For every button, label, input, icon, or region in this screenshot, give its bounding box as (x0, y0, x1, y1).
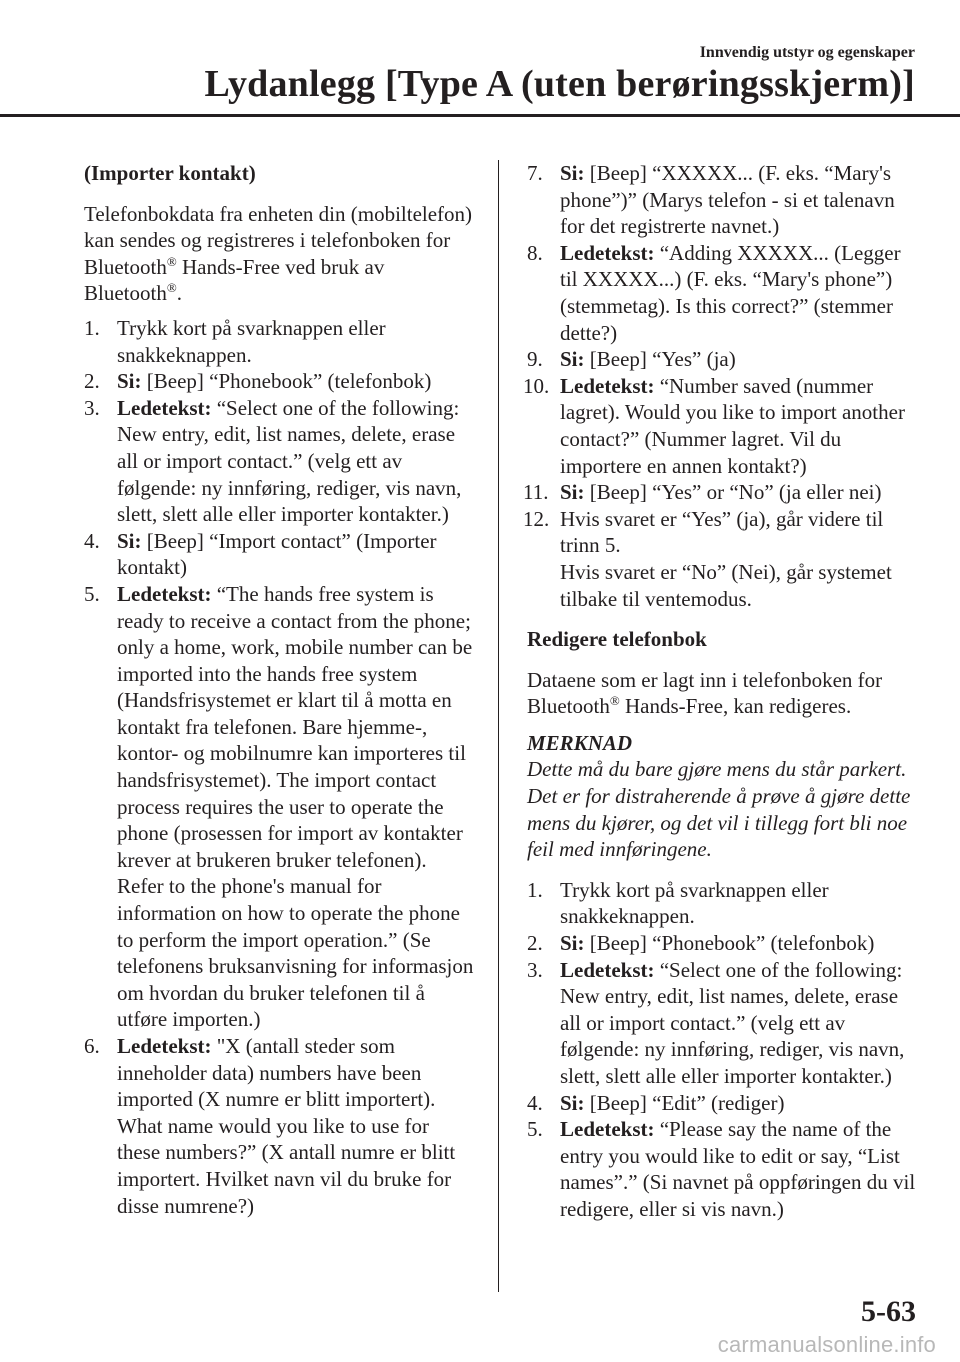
step-text: [Beep] “Import contact” (Importer kontakt) (117, 528, 437, 580)
step-label: Ledetekst: (560, 373, 655, 398)
step-text: “Please say the name of the entry you would like to edit or say, “List names”.” (Si navnet på oppføringen du vil redigere, eller si vis navn.) (560, 1117, 916, 1221)
step-number: 8. (527, 240, 543, 265)
list-item (523, 506, 922, 612)
watermark: carmanualsonline.info (717, 1332, 936, 1357)
registered-mark: ® (166, 253, 177, 269)
step-number: 1. (527, 877, 543, 902)
list-item (84, 581, 476, 1033)
step-label: Si: (117, 369, 142, 394)
step-label: Si: (560, 1090, 585, 1115)
step-number: 12. (523, 506, 550, 531)
list-item (527, 1116, 922, 1222)
list-item (527, 240, 922, 346)
step-number: 3. (84, 395, 100, 420)
list-item (527, 1090, 922, 1117)
list-item (84, 368, 476, 395)
step-label: Si: (560, 480, 585, 505)
step-number: 4. (84, 528, 100, 553)
step-text: Trykk kort på svarknappen eller snakkeknappen. (117, 315, 386, 367)
column-divider (498, 160, 499, 1292)
step-text: [Beep] “XXXXX... (F. eks. “Mary's phone”)” (Marys telefon - si et talenavn for det registrerte navnet.) (560, 161, 895, 239)
step-number: 9. (527, 347, 543, 372)
step-label: Si: (560, 161, 585, 185)
list-item (527, 957, 922, 1090)
step-number: 5. (84, 581, 100, 606)
note-text: Dette må du bare gjøre mens du står parkert. Det er for distraherende å prøve å gjøre dette mens du kjører, og det vil i tillegg fort bli noe feil med innføringene. (527, 757, 911, 862)
step-label: Ledetekst: (117, 1034, 212, 1058)
step-number: 6. (84, 1034, 100, 1058)
step-label: Si: (560, 347, 585, 372)
step-number: 2. (84, 369, 100, 394)
list-item (84, 395, 476, 528)
edit-intro-text-2: Hands-Free, kan redigeres. (619, 694, 852, 719)
step-text: [Beep] “Phonebook” (telefonbok) (141, 369, 432, 394)
step-text: “Select one of the following: New entry, edit, list names, delete, erase all or import contact.” (velg ett av følgende: ny innføring, rediger, vis navn, slett, slett alle eller importer kontakter.) (560, 957, 905, 1088)
step-label: Ledetekst: (117, 395, 212, 420)
step-number: 3. (527, 957, 543, 982)
list-item (523, 479, 922, 506)
step-text: [Beep] “Edit” (rediger) (584, 1090, 785, 1115)
right-column (523, 160, 922, 1223)
list-item (527, 160, 922, 240)
step-number: 7. (527, 161, 543, 185)
list-item (523, 373, 922, 479)
registered-mark: ® (609, 693, 620, 709)
intro-text-1: Telefonbokdata fra enheten din (mobiltelefon) kan sendes og registreres i telefonboken for Bluetooth (84, 201, 473, 279)
step-text: “Select one of the following: New entry, edit, list names, delete, erase all or import contact.” (velg ett av følgende: ny innføring, rediger, vis navn, slett, slett alle eller importer kontakter.) (117, 395, 462, 527)
intro-paragraph (84, 201, 476, 307)
step-label: Ledetekst: (117, 581, 212, 606)
step-text: “Adding XXXXX... (Legger til XXXXX...) (F. eks. “Mary's phone”) (stemmetag). Is this correct?” (stemmer dette?) (560, 240, 901, 345)
import-steps-list (84, 315, 476, 1219)
intro-text-3: . (176, 281, 182, 306)
step-text: [Beep] “Yes” (ja) (584, 347, 736, 372)
edit-steps-list (527, 877, 922, 1223)
step-number: 1. (84, 315, 100, 340)
step-number: 4. (527, 1090, 543, 1115)
registered-mark: ® (166, 280, 177, 296)
left-column (84, 160, 476, 1219)
step-label: Si: (560, 931, 585, 956)
intro-text-2: Hands-Free ved bruk av Bluetooth (84, 254, 385, 306)
step-number: 2. (527, 931, 543, 956)
note-title: MERKNAD (527, 730, 633, 755)
step-text: Trykk kort på svarknappen eller snakkeknappen. (560, 877, 829, 929)
header-rule (0, 114, 960, 117)
step-number: 10. (523, 373, 550, 398)
step-label: Si: (117, 528, 142, 553)
step-text: “The hands free system is ready to receive a contact from the phone; only a home, work, mobile number can be imported into the hands free system (Handsfrisystemet er klart til å motta en kontakt fra telefonen. Bare hjemme-, kontor- og mobilnumre kan importeres til handsfrisystemet). The import contact process requires the user to operate the phone (prosessen for import av kontakter krever at brukeren bruker telefonen). Refer to the phone's manual for information on how to operate the phone to perform the import operation.” (Se telefonens bruksanvisning for informasjon om hvordan du bruker telefonen til å utføre importen.) (117, 581, 474, 1032)
step-text: “Number saved (nummer lagret). Would you like to import another contact?” (Nummer lagret. Vil du importere en annen kontakt?) (560, 373, 905, 478)
step-number: 11. (523, 480, 549, 505)
step-text: Hvis svaret er “No” (Nei), går systemet tilbake til ventemodus. (560, 559, 892, 611)
list-item (527, 346, 922, 373)
list-item (84, 1033, 476, 1219)
page-number: 5-63 (861, 1295, 916, 1328)
edit-intro-paragraph (527, 667, 922, 720)
list-item (84, 315, 476, 368)
section-heading-edit-phonebook: Redigere telefonbok (527, 627, 707, 652)
section-heading-import-contact: (Importer kontakt) (84, 161, 256, 185)
import-steps-continued-list (523, 160, 922, 612)
step-text: [Beep] “Yes” or “No” (ja eller nei) (584, 480, 882, 505)
step-label: Ledetekst: (560, 240, 655, 265)
edit-intro-text-1: Dataene som er lagt inn i telefonboken for Bluetooth (527, 667, 883, 719)
page-title: Lydanlegg [Type A (uten berøringsskjerm)] (204, 63, 915, 105)
list-item (527, 930, 922, 957)
step-number: 5. (527, 1117, 543, 1142)
step-label: Ledetekst: (560, 957, 655, 982)
list-item (84, 528, 476, 581)
list-item (527, 877, 922, 930)
step-text: Hvis svaret er “Yes” (ja), går videre til trinn 5. (560, 506, 884, 558)
step-text: "X (antall steder som inneholder data) numbers have been imported (X numre er blitt importert). What name would you like to use for these numbers?” (X antall numre er blitt importert. Hvilket navn vil du bruke for disse numrene?) (117, 1034, 456, 1218)
step-label: Ledetekst: (560, 1117, 655, 1142)
header-section-title: Innvendig utstyr og egenskaper (699, 44, 915, 61)
step-text: [Beep] “Phonebook” (telefonbok) (584, 931, 875, 956)
